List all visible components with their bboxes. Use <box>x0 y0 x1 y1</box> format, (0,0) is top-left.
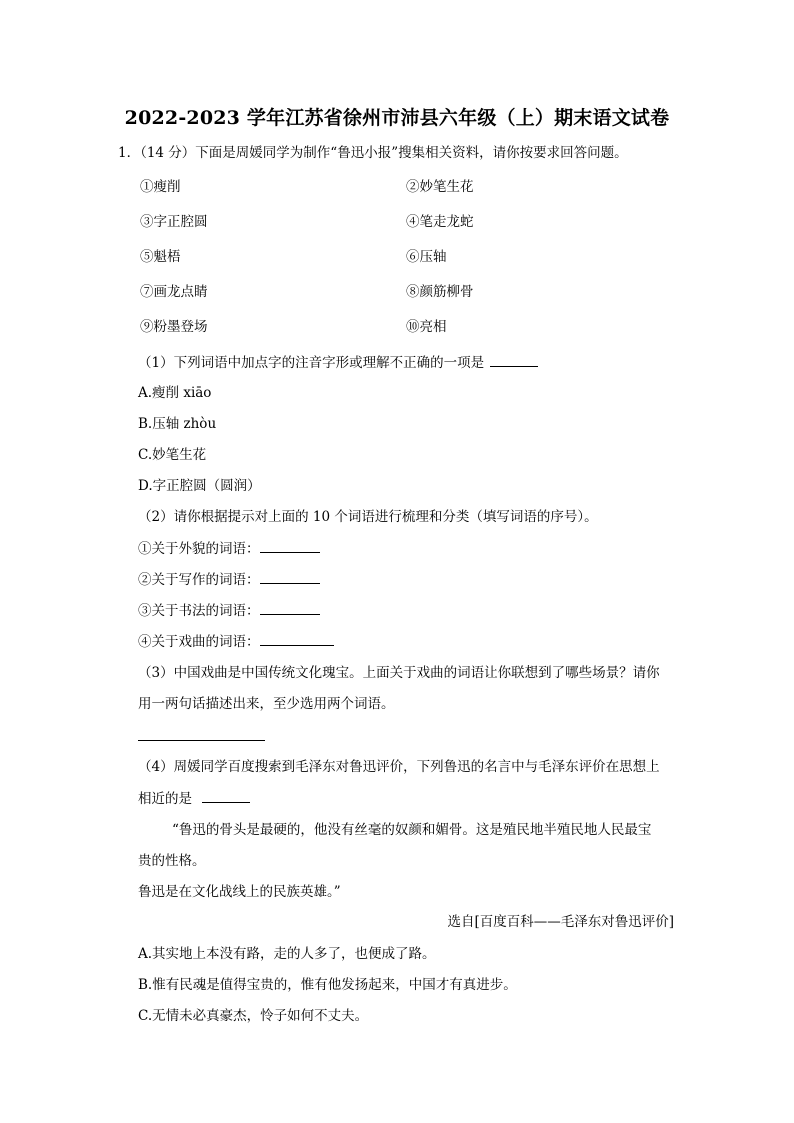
category-label: ③关于书法的词语： <box>138 603 260 619</box>
exam-title: 2022-2023 学年江苏省徐州市沛县六年级（上）期末语文试卷 <box>124 107 670 129</box>
quote-line-2: 贵的性格。 <box>138 853 206 869</box>
word-item: ④笔走龙蛇 <box>406 214 474 230</box>
category-line <box>138 600 320 621</box>
option-d: D.字正腔圆（圆润） <box>138 478 261 494</box>
category-line <box>138 538 320 559</box>
word-item: ⑥压轴 <box>406 249 447 265</box>
quote-line-1: “鲁迅的骨头是最硬的，他没有丝毫的奴颜和媚骨。这是殖民地半殖民地人民最宝 <box>172 822 652 838</box>
sub-question-2-prompt: （2）请你根据提示对上面的 10 个词语进行梳理和分类（填写词语的序号）。 <box>138 509 598 525</box>
quote-source: 选自[百度百科——毛泽东对鲁迅评价] <box>447 914 674 930</box>
sub-question-3-line-2: 用一两句话描述出来，至少选用两个词语。 <box>138 696 395 712</box>
sub-question-4-prompt: 相近的是 <box>138 791 192 807</box>
category-line <box>138 569 320 590</box>
option-a: A.其实地上本没有路，走的人多了，也便成了路。 <box>138 946 436 962</box>
category-label: ④关于戏曲的词语： <box>138 634 260 650</box>
word-item: ②妙笔生花 <box>406 179 474 195</box>
sub-question-4-line-1: （4）周媛同学百度搜索到毛泽东对鲁迅评价，下列鲁迅的名言中与毛泽东评价在思想上 <box>138 759 660 775</box>
option-c: C.妙笔生花 <box>138 447 207 463</box>
answer-blank[interactable] <box>260 600 320 615</box>
category-label: ②关于写作的词语： <box>138 572 260 588</box>
sub-question-3-line-1: （3）中国戏曲是中国传统文化瑰宝。上面关于戏曲的词语让你联想到了哪些场景？请你 <box>138 665 660 681</box>
answer-blank[interactable] <box>260 631 334 646</box>
sub-question-4-line-2 <box>138 788 250 809</box>
option-b: B.惟有民魂是值得宝贵的，惟有他发扬起来，中国才有真进步。 <box>138 977 517 993</box>
word-item: ⑧颜筋柳骨 <box>406 284 474 300</box>
category-line <box>138 631 334 652</box>
category-label: ①关于外貌的词语： <box>138 541 260 557</box>
sub-question-1 <box>138 352 538 373</box>
sub-question-1-prompt: （1）下列词语中加点字的注音字形或理解不正确的一项是 <box>138 355 485 371</box>
word-item: ⑨粉墨登场 <box>140 319 208 335</box>
option-b: B.压轴 zhòu <box>138 416 217 432</box>
option-c: C.无情未必真豪杰，怜子如何不丈夫。 <box>138 1008 369 1024</box>
word-item: ③字正腔圆 <box>140 214 208 230</box>
option-a: A.瘦削 xiāo <box>138 385 212 401</box>
answer-blank[interactable] <box>260 538 320 553</box>
answer-blank[interactable] <box>490 352 538 367</box>
word-item: ⑦画龙点睛 <box>140 284 208 300</box>
answer-blank[interactable] <box>202 788 250 803</box>
word-item: ⑤魁梧 <box>140 249 181 265</box>
word-item: ①瘦削 <box>140 179 181 195</box>
answer-line[interactable] <box>138 740 265 741</box>
question-1-stem: 1．（14 分）下面是周媛同学为制作“鲁迅小报”搜集相关资料，请你按要求回答问题。 <box>118 145 628 161</box>
answer-blank[interactable] <box>260 569 320 584</box>
quote-line-3: 鲁迅是在文化战线上的民族英雄。” <box>138 884 341 900</box>
word-item: ⑩亮相 <box>406 319 447 335</box>
